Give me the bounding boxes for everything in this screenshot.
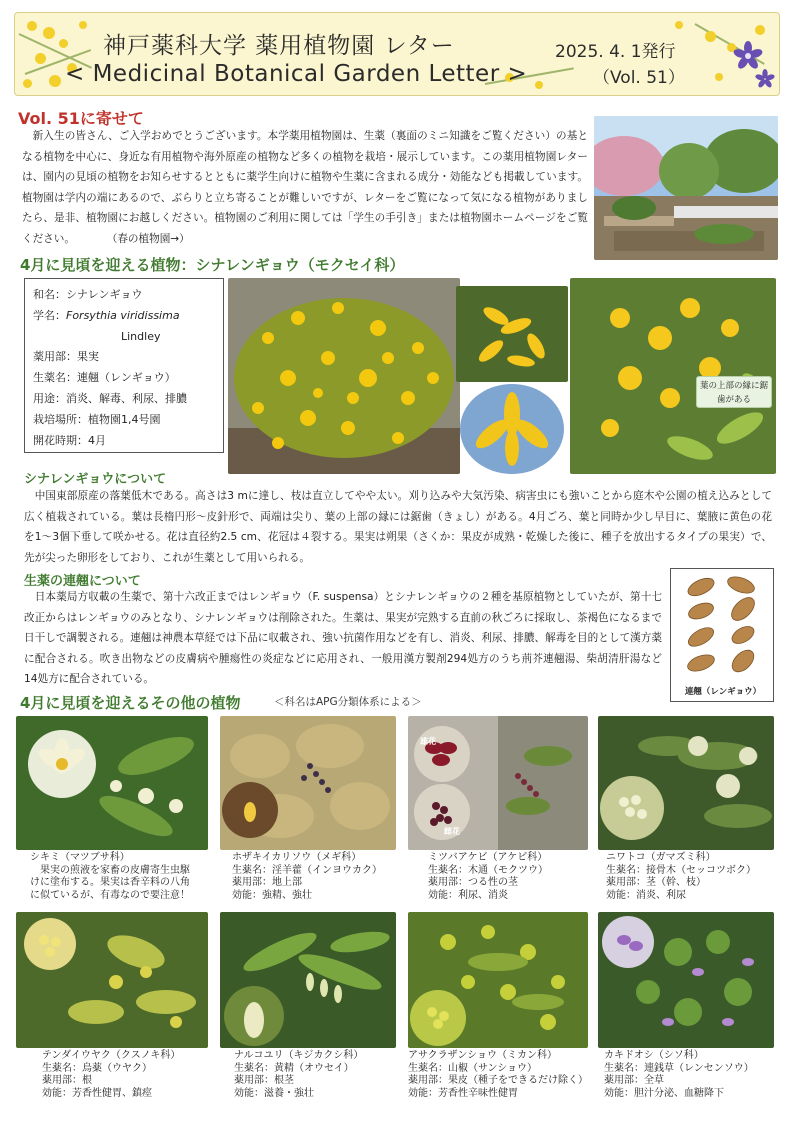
tendaiuyaku-photo [16,912,208,1048]
plant-info-box [24,278,224,453]
mitsubaakebi-photo [408,716,588,850]
header-banner [14,12,780,96]
plant-caption-narukoyuri: ナルコユリ（キジカクシ科） 生薬名：黄精（オウセイ） 薬用部：根茎 効能：滋養・強壮 [234,1050,364,1099]
plant-caption-hozakiikarisou: ホザキイカリソウ（メギ科） 生薬名：淫羊藿（インヨウカク） 薬用部：地上部 効能：強精、強壮 [232,852,382,901]
apg-note: ＜科名はAPG分類体系による＞ [274,696,422,708]
serration-note: 葉の上部の縁に鋸歯がある [696,376,772,408]
issue-date: 2025. 4. 1発行 [555,42,676,62]
narukoyuri-photo [220,912,396,1048]
plant-caption-shikimi: シキミ（マツブサ科） 果実の煎液を家畜の皮膚寄生虫駆 けに塗布する。果実は香辛料の八角 に似ているが、有毒なので要注意！ [30,852,190,901]
kakidooshi-photo [598,912,774,1048]
hozakiikarisou-photo [220,716,396,850]
plant-caption-tendaiuyaku: テンダイウヤク（クスノキ科） 生薬名：烏薬（ウヤク） 薬用部：根 効能：芳香性健胃、鎮痙 [42,1050,181,1099]
plant-caption-niwatoko: ニワトコ（ガマズミ科） 生薬名：接骨木（セッコツボク） 薬用部：茎（幹、枝） 効能：消炎、利尿 [606,852,756,901]
info-row-part: 薬用部：果実 [33,350,99,364]
forsythia-shrub-photo [228,278,460,474]
issue-volume: （Vol. 51） [593,68,685,88]
plant-caption-mitsubaakebi: ミツバアケビ（アケビ科） 生薬名：木通（モクツウ） 薬用部：つる性の茎 効能：利尿、消炎 [428,852,548,901]
newsletter-title-en: < Medicinal Botanical Garden Letter > [65,61,528,87]
info-row-crude-name: 生薬名：連翹（レンギョウ） [33,371,176,385]
crude-heading: 生薬の連翹について [24,574,141,589]
balloon-flower-icon [755,69,775,89]
about-heading: シナレンギョウについて [24,472,167,487]
newsletter-title-jp: 神戸薬科大学 薬用植物園 レター [103,33,455,59]
spring-garden-photo [594,116,778,260]
balloon-flower-icon [733,41,763,71]
forsythia-single-flower-photo [460,384,564,474]
feature-heading: 4月に見頃を迎える植物：シナレンギョウ（モクセイ科） [20,256,405,274]
niwatoko-photo [598,716,774,850]
crude-text: 日本薬局方収載の生薬で、第十六改正まではレンギョウ（F. suspensa）とシナレンギョウの２種を基原植物としていたが、第十七改正からはレンギョウのみとなり、シナレンギョウは削除された。生薬は、果実が完熟する直前の秋ごろに採取し、茶褐色になるまで日干しで調製される。連翹は神農本草経では下品に収載され、強い抗菌作用などを有し、消炎、利尿、排膿、解毒を目的として漢方薬に配合される。吹き出物などの皮膚病や腫瘍性の炎症などに応用され、一般用漢方製剤294処方のうち荊芥連翹湯、柴胡清肝湯など14処方に配合されている。 [24,591,662,685]
plant-caption-kakidooshi: カキドオシ（シソ科） 生薬名：連銭草（レンセンソウ） 薬用部：全草 効能：胆汁分泌、血糖降下 [604,1050,754,1099]
info-row-scientific: 学名：Forsythia viridissima [33,308,180,322]
intro-heading: Vol. 51に寄せて [18,109,144,128]
info-row-use: 用途：消炎、解毒、利尿、排膿 [33,391,187,405]
asakurazansho-photo [408,912,588,1048]
info-row-wamei: 和名：シナレンギョウ [33,288,143,301]
crude-drug-photo-box [670,568,774,702]
intro-text: 新入生の皆さん、ご入学おめでとうございます。本学薬用植物園は、生薬（裏面のミニ知識をご覧ください）の基となる植物を中心に、身近な有用植物や海外原産の植物など多くの植物を栽培・展示しています。この薬用植物園レターは、園内の見頃の植物をお知らせするとともに薬学生向けに植物や生薬に含まれる成分・効能なども掲載しています。植物園は学内の端にあるので、ぶらりと立ち寄ることが難しいですが、レターをご覧になって気になる植物がありましたら、是非、植物園にお越しください。植物園のご利用に関しては「学生の手引き」または植物園ホームページをご覧ください。 （春の植物園→） [22,130,588,245]
forsythia-flower-closeup-photo [456,286,568,382]
info-row-author: Lindley [121,329,161,343]
akebi-female-label: 雌花 [444,827,460,836]
crude-drug-caption: 連翹（レンギョウ） [684,687,762,697]
info-row-bloom: 開花時期：4月 [33,433,106,447]
others-heading: 4月に見頃を迎えるその他の植物 [20,694,241,712]
plant-caption-asakurazansho: アサクラザンショウ（ミカン科） 生薬名：山椒（サンショウ） 薬用部：果皮（種子をできるだけ除く） 効能：芳香性辛味性健胃 [408,1050,588,1099]
about-text: 中国東部原産の落葉低木である。高さは3 mに達し、枝は直立してやや太い。刈り込みや大気汚染、病害虫にも強いことから庭木や公園の植え込みとして広く植栽されている。葉は長楕円形〜皮針形で、両端は尖り、葉の上部の縁には鋸歯（きょし）がある。4月ごろ、葉と同時か少し早目に、葉腋に黄色の花を1〜3個下垂して咲かせる。花は直径約2.5 cm、花冠は４裂する。果実は朔果（さくか：果皮が成熟・乾燥した後に、種子を放出するタイプの果実）で、先が尖った卵形をしており、これが生薬として用いられる。 [24,490,772,564]
akebi-male-label: 雄花 [420,737,436,746]
shikimi-photo [16,716,208,850]
forsythia-fruit-drawing [671,569,775,679]
info-row-location: 栽培場所：植物園1,4号園 [33,412,161,426]
